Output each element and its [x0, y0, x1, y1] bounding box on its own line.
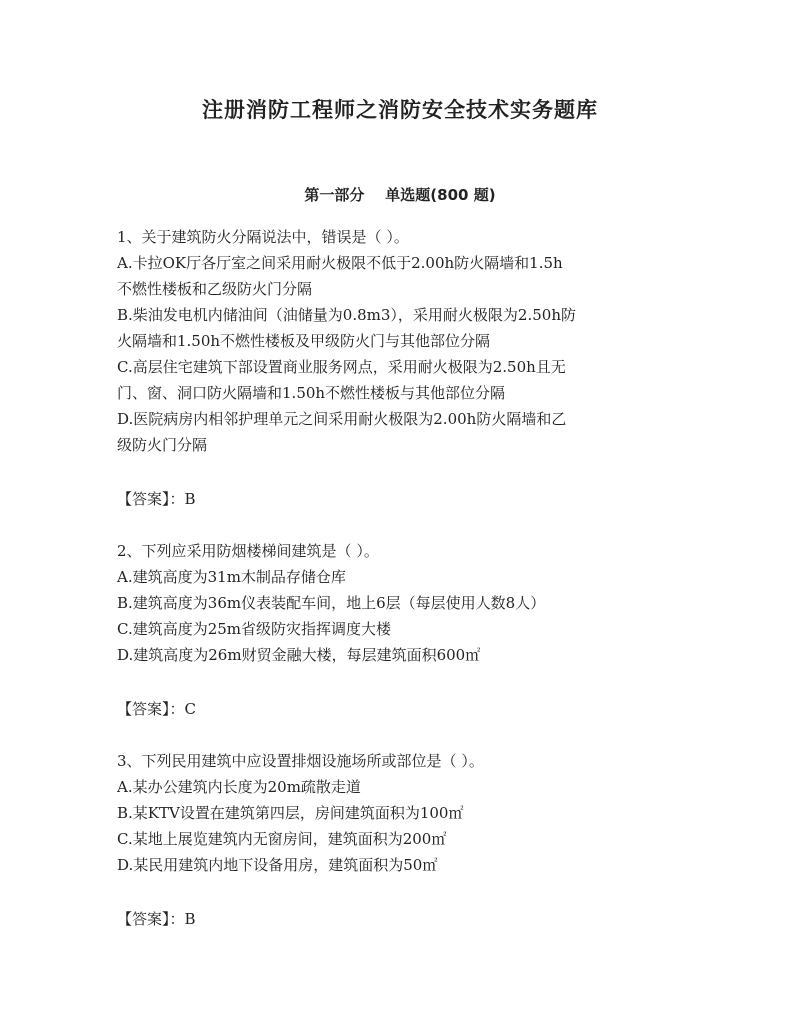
section-title: 第一部分 单选题(800 题): [304, 186, 496, 204]
document-title: 注册消防工程师之消防安全技术实务题库: [202, 98, 598, 122]
option-line: A.某办公建筑内长度为20m疏散走道: [117, 778, 361, 796]
option-line: D.建筑高度为26m财贸金融大楼，每层建筑面积600㎡: [117, 646, 481, 664]
question-stem: 3、下列民用建筑中应设置排烟设施场所或部位是（ ）。: [117, 752, 484, 770]
option-line: 火隔墙和1.50h不燃性楼板及甲级防火门与其他部位分隔: [117, 332, 491, 350]
option-line: B.建筑高度为36m仪表装配车间，地上6层（每层使用人数8人）: [117, 594, 546, 612]
question-2: [117, 538, 689, 722]
option-line: A.卡拉OK厅各厅室之间采用耐火极限不低于2.00h防火隔墙和1.5h: [117, 254, 563, 272]
option-line: C.高层住宅建筑下部设置商业服务网点，采用耐火极限为2.50h且无: [117, 358, 566, 376]
question-3: [117, 748, 689, 932]
answer-line: 【答案】：B: [117, 490, 196, 508]
answer-line: 【答案】：C: [117, 700, 196, 718]
answer-line: 【答案】：B: [117, 910, 196, 928]
option-line: D.某民用建筑内地下设备用房，建筑面积为50㎡: [117, 856, 438, 874]
question-1: [117, 224, 689, 512]
question-stem: 2、下列应采用防烟楼梯间建筑是（ ）。: [117, 542, 379, 560]
option-line: 不燃性楼板和乙级防火门分隔: [117, 280, 313, 298]
option-line: B.柴油发电机内储油间（油储量为0.8m3），采用耐火极限为2.50h防: [117, 306, 576, 324]
option-line: A.建筑高度为31m木制品存储仓库: [117, 568, 346, 586]
option-line: B.某KTV设置在建筑第四层，房间建筑面积为100㎡: [117, 804, 464, 822]
option-line: D.医院病房内相邻护理单元之间采用耐火极限为2.00h防火隔墙和乙: [117, 410, 567, 428]
question-list: [117, 224, 689, 958]
option-line: C.某地上展览建筑内无窗房间，建筑面积为200㎡: [117, 830, 447, 848]
option-line: 门、窗、洞口防火隔墙和1.50h不燃性楼板与其他部位分隔: [117, 384, 506, 402]
option-line: C.建筑高度为25m省级防灾指挥调度大楼: [117, 620, 392, 638]
question-stem: 1、关于建筑防火分隔说法中，错误是（ ）。: [117, 228, 409, 246]
option-line: 级防火门分隔: [117, 436, 208, 454]
